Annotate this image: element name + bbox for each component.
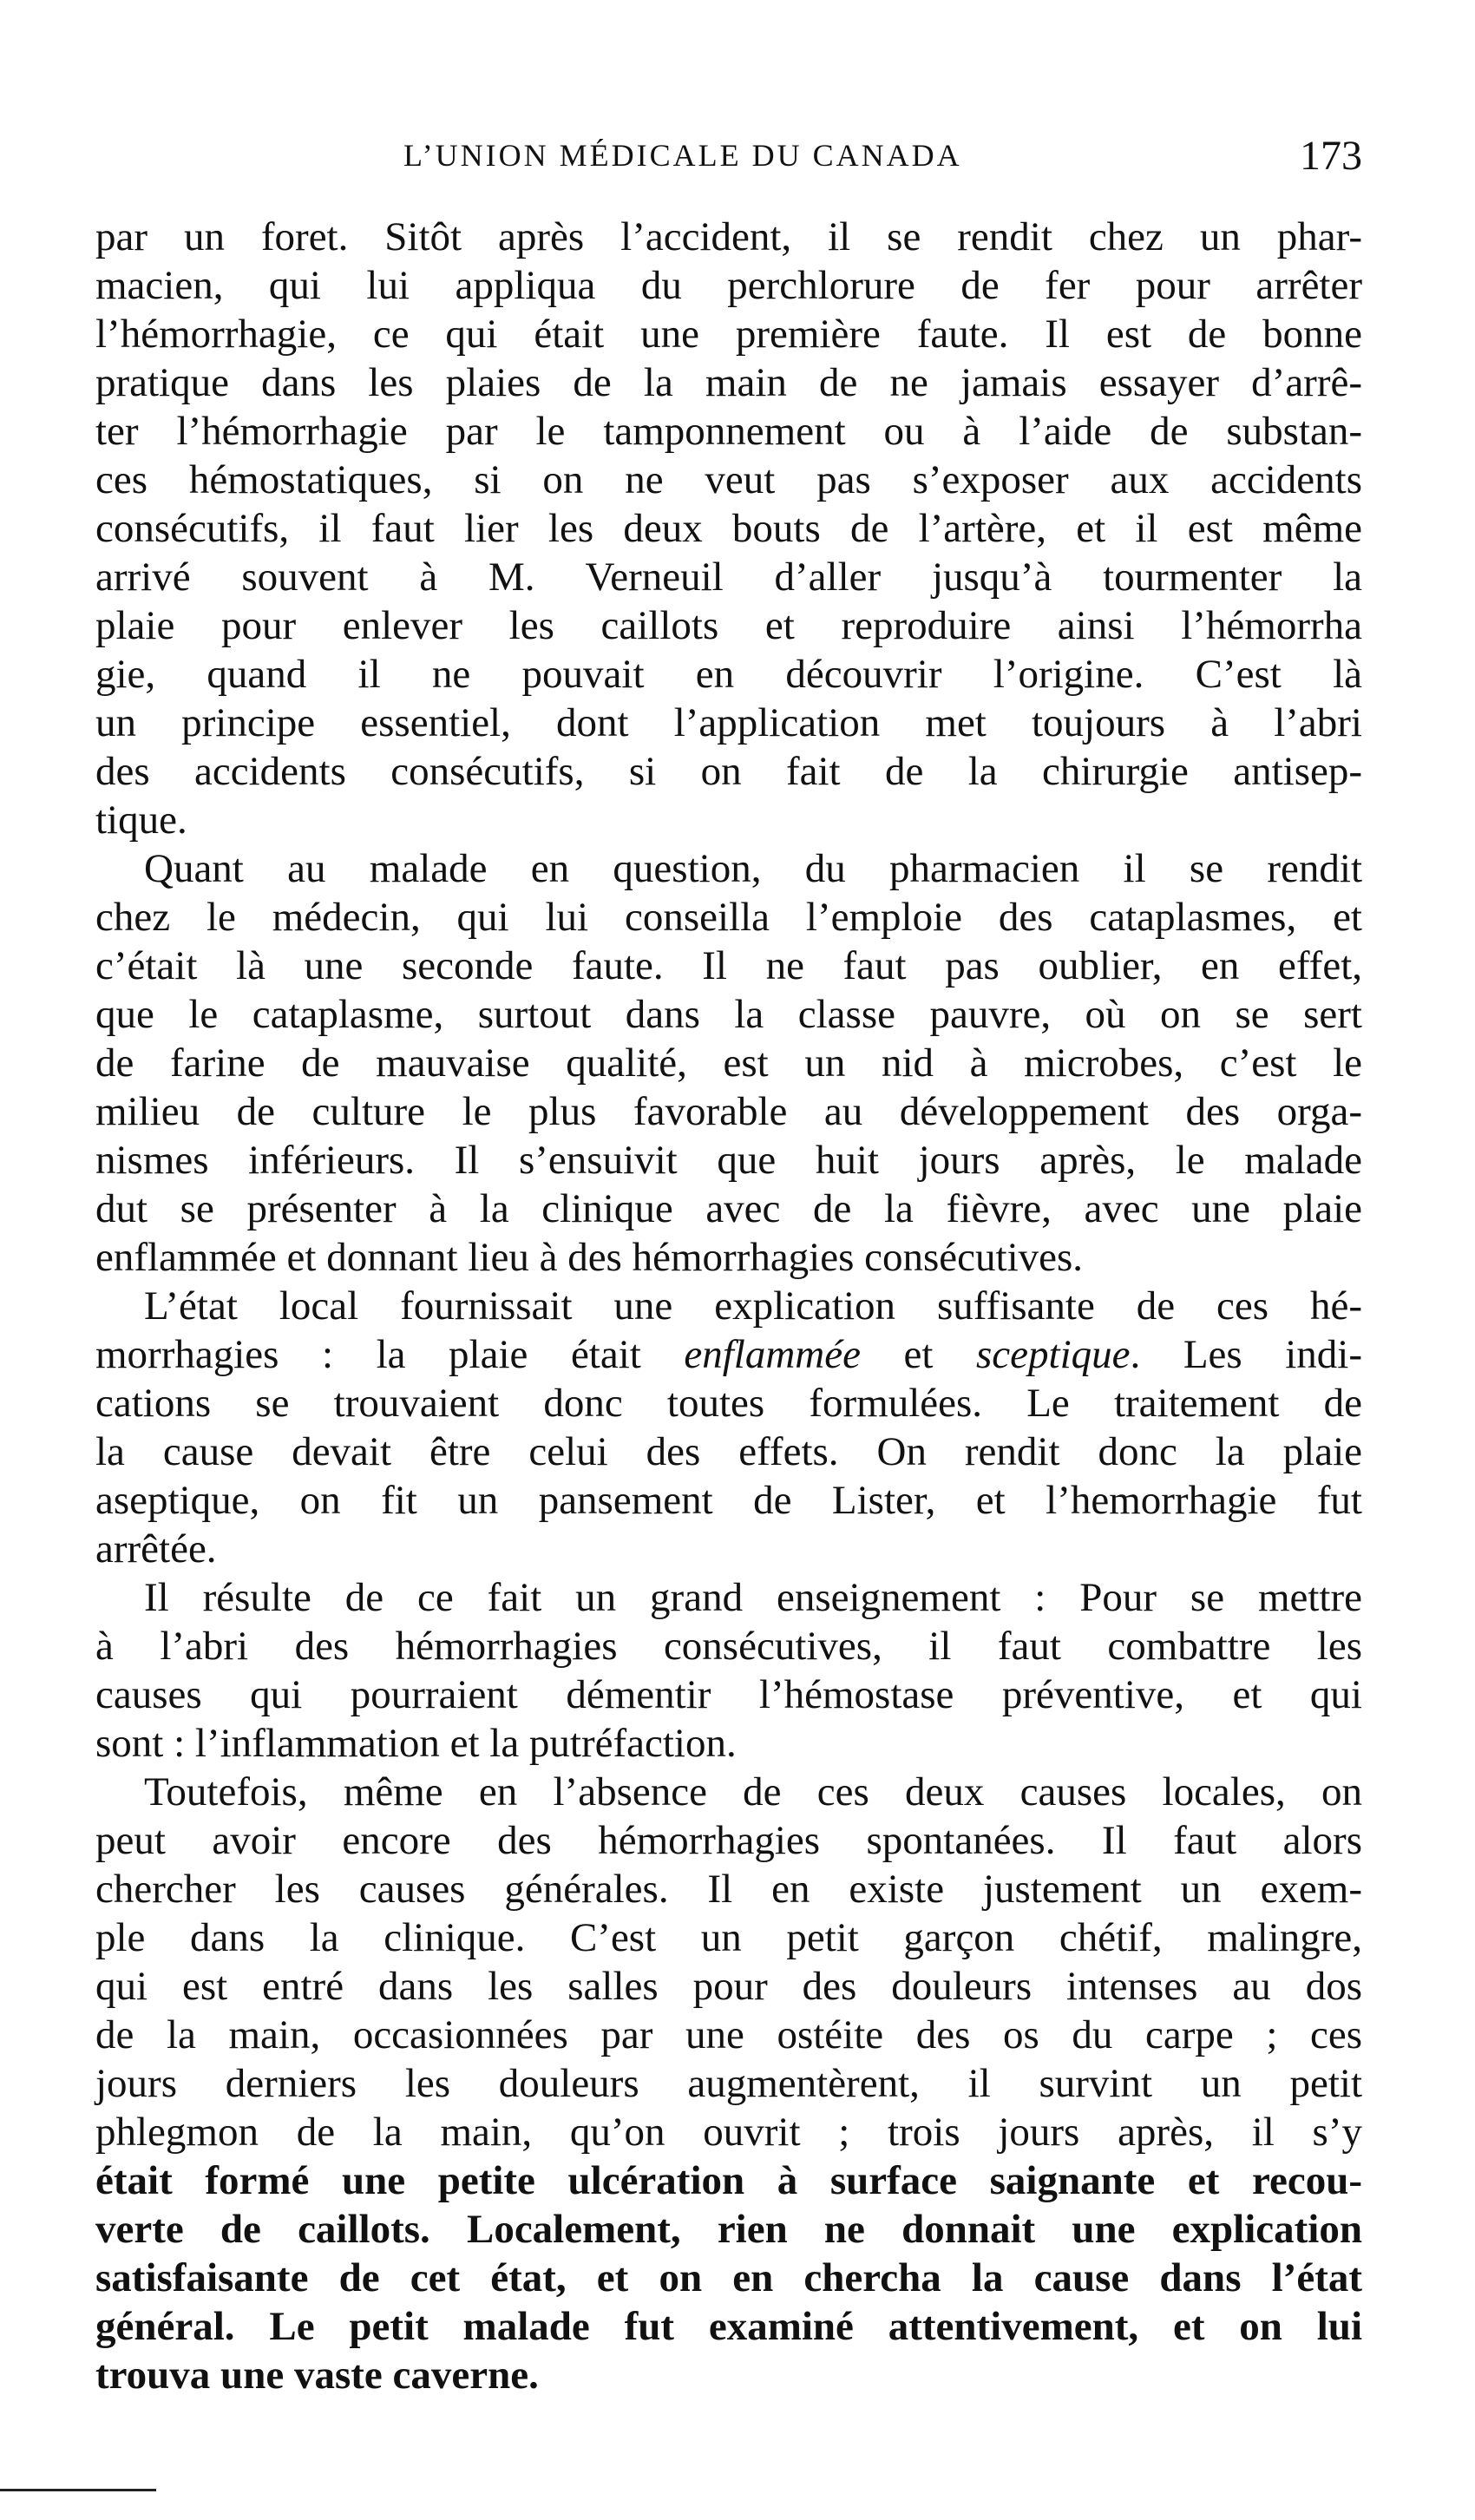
text-line: des accidents consécutifs, si on fait de la chirurgie antisep- bbox=[95, 749, 1362, 794]
text-line: par un foret. Sitôt après l’accident, il se rendit chez un phar- bbox=[95, 214, 1362, 259]
text-line-mixed bbox=[95, 1330, 1362, 1379]
text-line: gie, quand il ne pouvait en découvrir l’origine. C’est là bbox=[95, 652, 1362, 697]
running-title: L’UNION MÉDICALE DU CANADA bbox=[403, 138, 962, 173]
text-line: que le cataplasme, surtout dans la classe pauvre, où on se sert bbox=[95, 992, 1362, 1037]
text-line: était formé une petite ulcération à surface saignante et recou- bbox=[95, 2158, 1362, 2203]
text-line: général. Le petit malade fut examiné attentivement, et on lui bbox=[95, 2304, 1362, 2349]
text-line: qui est entré dans les salles pour des douleurs intenses au dos bbox=[95, 1964, 1362, 2009]
text-line: jours derniers les douleurs augmentèrent, il survint un petit bbox=[95, 2061, 1362, 2106]
body-text bbox=[95, 213, 1362, 2399]
text-line: c’était là une seconde faute. Il ne faut pas oublier, en effet, bbox=[95, 943, 1362, 988]
text-line: satisfaisante de cet état, et on en chercha la cause dans l’état bbox=[95, 2255, 1362, 2300]
text-line: consécutifs, il faut lier les deux bouts de l’artère, et il est même bbox=[95, 506, 1362, 551]
text-line: chercher les causes générales. Il en existe justement un exem- bbox=[95, 1867, 1362, 1912]
text-line: cations se trouvaient donc toutes formulées. Le traitement de bbox=[95, 1381, 1362, 1426]
italic-term: enflammée bbox=[684, 1332, 861, 1377]
text-line: à l’abri des hémorrhagies consécutives, il faut combattre les bbox=[95, 1624, 1362, 1669]
text-line: sont : l’inflammation et la putréfaction. bbox=[95, 1721, 737, 1766]
text-line: tique. bbox=[95, 797, 187, 843]
text-line: Quant au malade en question, du pharmacien il se rendit bbox=[144, 846, 1362, 891]
text-line: trouva une vaste caverne. bbox=[95, 2353, 539, 2398]
text-line: macien, qui lui appliqua du perchlorure de fer pour arrêter bbox=[95, 263, 1362, 308]
text-segment: morrhagies : la plaie était bbox=[95, 1332, 685, 1377]
text-line: un principe essentiel, dont l’application met toujours à l’abri bbox=[95, 700, 1362, 745]
text-line: arrêtée. bbox=[95, 1526, 217, 1572]
text-line: milieu de culture le plus favorable au développement des orga- bbox=[95, 1089, 1362, 1134]
footer-rule bbox=[0, 2489, 156, 2491]
text-line: plaie pour enlever les caillots et reproduire ainsi l’hémorrha bbox=[95, 603, 1362, 648]
text-line: chez le médecin, qui lui conseilla l’emploie des cataplasmes, et bbox=[95, 895, 1362, 940]
text-line: ces hémostatiques, si on ne veut pas s’exposer aux accidents bbox=[95, 457, 1362, 502]
text-line: de farine de mauvaise qualité, est un nid à microbes, c’est le bbox=[95, 1040, 1362, 1086]
text-line: verte de caillots. Localement, rien ne donnait une explication bbox=[95, 2207, 1362, 2252]
text-line: dut se présenter à la clinique avec de la fièvre, avec une plaie bbox=[95, 1186, 1362, 1231]
text-line: causes qui pourraient démentir l’hémostase préventive, et qui bbox=[95, 1672, 1362, 1717]
text-line: arrivé souvent à M. Verneuil d’aller jusqu’à tourmenter la bbox=[95, 555, 1362, 600]
text-line: ter l’hémorrhagie par le tamponnement ou à l’aide de substan- bbox=[95, 409, 1362, 454]
italic-term: sceptique bbox=[976, 1332, 1131, 1377]
text-line: aseptique, on fit un pansement de Lister, et l’hemorrhagie fut bbox=[95, 1478, 1362, 1523]
text-line: pratique dans les plaies de la main de ne jamais essayer d’arrê- bbox=[95, 360, 1362, 405]
text-line: l’hémorrhagie, ce qui était une première faute. Il est de bonne bbox=[95, 312, 1362, 357]
text-line: enflammée et donnant lieu à des hémorrhagies consécutives. bbox=[95, 1235, 1084, 1280]
text-line: Il résulte de ce fait un grand enseignement : Pour se mettre bbox=[144, 1575, 1362, 1620]
text-segment: et bbox=[860, 1332, 977, 1377]
text-line: ple dans la clinique. C’est un petit garçon chétif, malingre, bbox=[95, 1915, 1362, 1960]
text-line: peut avoir encore des hémorrhagies spontanées. Il faut alors bbox=[95, 1818, 1362, 1863]
text-line: la cause devait être celui des effets. On rendit donc la plaie bbox=[95, 1429, 1362, 1474]
running-head bbox=[95, 133, 1362, 189]
text-line: de la main, occasionnées par une ostéite des os du carpe ; ces bbox=[95, 2012, 1362, 2057]
text-line: Toutefois, même en l’absence de ces deux causes locales, on bbox=[144, 1769, 1362, 1815]
text-segment: . Les indi- bbox=[1130, 1332, 1362, 1377]
text-line: nismes inférieurs. Il s’ensuivit que huit jours après, le malade bbox=[95, 1138, 1362, 1183]
text-line: phlegmon de la main, qu’on ouvrit ; trois jours après, il s’y bbox=[95, 2110, 1362, 2155]
text-line: L’état local fournissait une explication suffisante de ces hé- bbox=[144, 1283, 1362, 1329]
page-number: 173 bbox=[1300, 133, 1362, 179]
